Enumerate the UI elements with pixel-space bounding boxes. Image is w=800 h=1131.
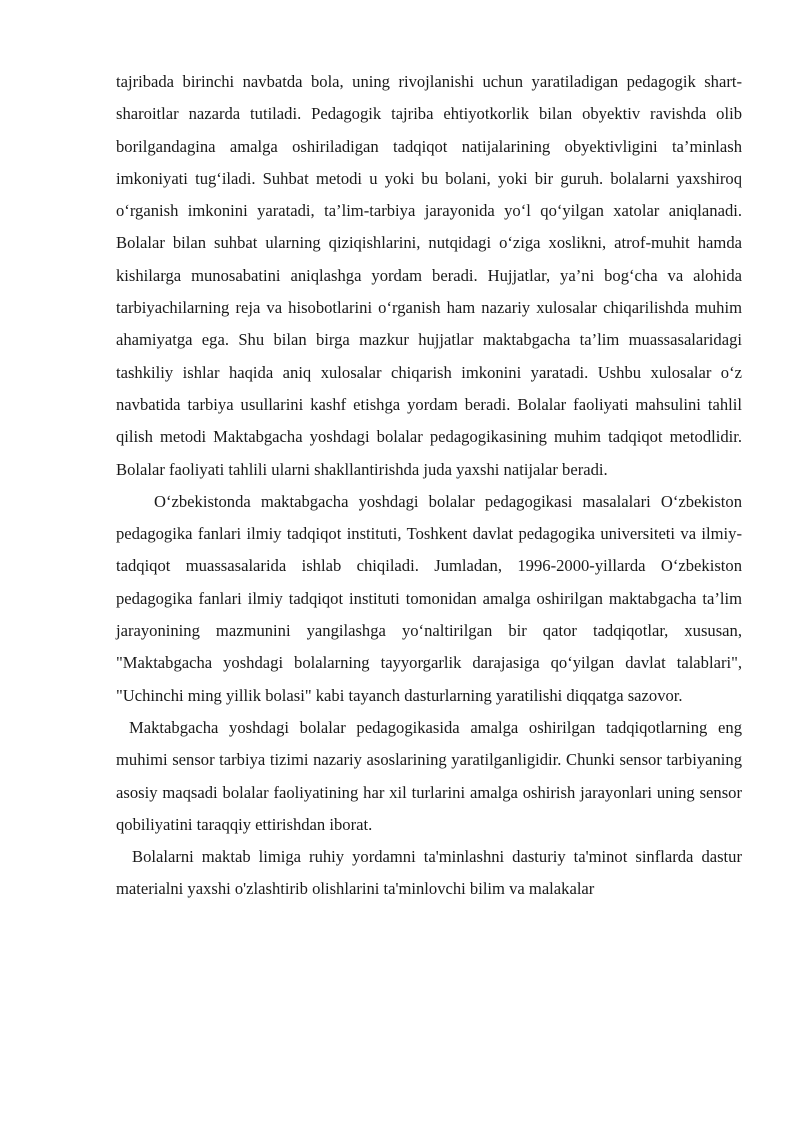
paragraph-uzbekistan-research: O‘zbekistonda maktabgacha yoshdagi bolalar pedagogikasi masalalari O‘zbekiston pedagogika fanlari ilmiy tadqiqot instituti, Toshkent davlat pedagogika universiteti va ilmiy-tadqiqot muassasalarida ishlab chiqiladi. Jumladan, 1996-2000-yillarda O‘zbekiston pedagogika fanlari ilmiy tadqiqot instituti tomonidan amalga oshirilgan maktabgacha ta’lim jarayonining mazmunini yangilashga yo‘naltirilgan bir qator tadqiqotlar, xususan, "Maktabgacha yoshdagi bolalarning tayyorgarlik darajasiga qo‘yilgan davlat talablari", "Uchinchi ming yillik bolasi" kabi tayanch dasturlarning yaratilishi diqqatga sazovor. (116, 491, 742, 705)
paragraph-sensor-education: Maktabgacha yoshdagi bolalar pedagogikasida amalga oshirilgan tadqiqotlarning eng muhimi sensor tarbiya tizimi nazariy asoslarining yaratilganligidir. Chunki sensor tarbiyaning asosiy maqsadi bolalar faoliyatining har xil turlarini amalga oshirish jarayonlari uning sensor qobiliyatini taraqqiy ettirishdan iborat. (116, 717, 742, 834)
document-page (116, 66, 742, 906)
paragraph-research-methods: tajribada birinchi navbatda bola, uning rivojlanishi uchun yaratiladigan pedagogik shart-sharoitlar nazarda tutiladi. Pedagogik tajriba ehtiyotkorlik bilan obyektiv ravishda olib borilgandagina amalga oshiriladigan tadqiqot natijalarining obyektivligini ta’minlash imkoniyati tug‘iladi. Suhbat metodi u yoki bu bolani, yoki bir guruh. bolalarni yaxshiroq o‘rganish imkonini yaratadi, ta’lim-tarbiya jarayonida yo‘l qo‘yilgan xatolar aniqlanadi. Bolalar bilan suhbat ularning qiziqishlarini, nutqidagi o‘ziga xoslikni, atrof-muhit hamda kishilarga munosabatini aniqlashga yordam beradi. Hujjatlar, ya’ni bog‘cha va alohida tarbiyachilarning reja va hisobotlarini o‘rganish ham nazariy xulosalar chiqarilishda muhim ahamiyatga ega. Shu bilan birga mazkur hujjatlar maktabgacha ta’lim muassasalaridagi tashkiliy ishlar haqida aniq xulosalar chiqarish imkonini yaratadi. Ushbu xulosalar o‘z navbatida tarbiya usullarini kashf etishga yordam beradi. Bolalar faoliyati mahsulini tahlil qilish metodi Maktabgacha yoshdagi bolalar pedagogikasining muhim tadqiqot metodlidir. Bolalar faoliyati tahlili ularni shakllantirishda juda yaxshi natijalar beradi. (116, 72, 742, 479)
paragraph-school-readiness: Bolalarni maktab limiga ruhiy yordamni ta'minlashni dasturiy ta'minot sinflarda dastur materialni yaxshi o'zlashtirib olishlarini ta'minlovchi bilim va malakalar (116, 847, 742, 899)
